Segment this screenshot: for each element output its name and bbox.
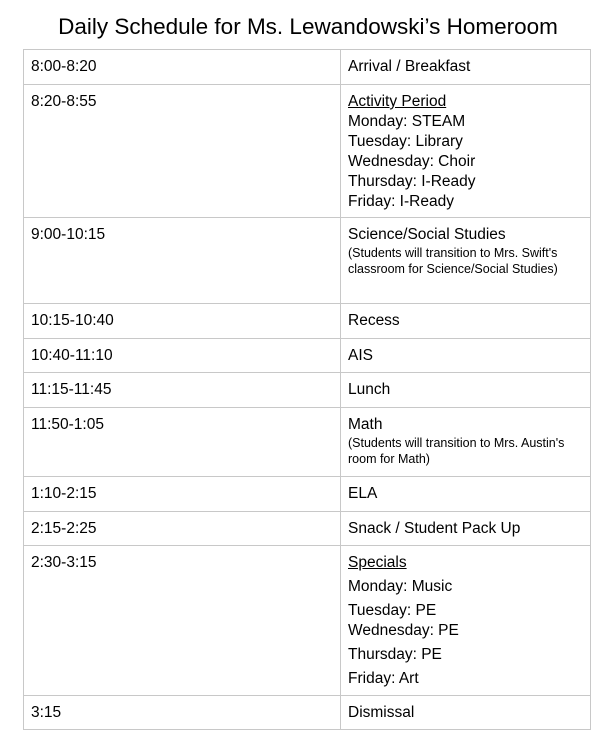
table-row bbox=[24, 218, 591, 304]
activity-line: Wednesday: Choir bbox=[348, 153, 476, 170]
activity-line: Friday: Art bbox=[348, 670, 419, 687]
activity-cell: AIS bbox=[341, 339, 591, 373]
activity-cell: Arrival / Breakfast bbox=[341, 50, 591, 85]
table-row bbox=[24, 85, 591, 218]
schedule-table bbox=[23, 49, 591, 730]
activity-cell bbox=[341, 546, 591, 696]
activity-cell: Dismissal bbox=[341, 696, 591, 730]
time-cell: 11:15-11:45 bbox=[24, 373, 341, 408]
table-row bbox=[24, 477, 591, 512]
time-cell: 11:50-1:05 bbox=[24, 408, 341, 477]
activity-cell: Snack / Student Pack Up bbox=[341, 512, 591, 546]
time-cell: 3:15 bbox=[24, 696, 341, 730]
activity-line: Monday: STEAM bbox=[348, 113, 466, 130]
time-cell: 1:10-2:15 bbox=[24, 477, 341, 512]
activity-cell bbox=[341, 408, 591, 477]
table-row bbox=[24, 373, 591, 408]
activity-line: Friday: I-Ready bbox=[348, 193, 454, 210]
time-cell: 8:00-8:20 bbox=[24, 50, 341, 85]
time-cell: 2:30-3:15 bbox=[24, 546, 341, 696]
activity-line: Wednesday: PE bbox=[348, 622, 459, 639]
activity-note: (Students will transition to Mrs. Austin's room for Math) bbox=[348, 436, 565, 466]
activity-heading: Activity Period bbox=[348, 93, 447, 110]
time-cell: 8:20-8:55 bbox=[24, 85, 341, 218]
activity-cell: ELA bbox=[341, 477, 591, 512]
activity-label: Math bbox=[348, 416, 383, 433]
time-cell: 10:40-11:10 bbox=[24, 339, 341, 373]
page-title: Daily Schedule for Ms. Lewandowski’s Homeroom bbox=[58, 14, 558, 39]
activity-note: (Students will transition to Mrs. Swift's classroom for Science/Social Studies) bbox=[348, 246, 558, 276]
time-cell: 9:00-10:15 bbox=[24, 218, 341, 304]
activity-label: Science/Social Studies bbox=[348, 226, 506, 243]
activity-cell: Recess bbox=[341, 304, 591, 339]
table-row bbox=[24, 408, 591, 477]
table-row bbox=[24, 339, 591, 373]
table-row bbox=[24, 50, 591, 85]
table-row bbox=[24, 696, 591, 730]
activity-line: Thursday: I-Ready bbox=[348, 173, 476, 190]
activity-cell bbox=[341, 218, 591, 304]
time-cell: 10:15-10:40 bbox=[24, 304, 341, 339]
activity-line: Monday: Music bbox=[348, 578, 453, 595]
activity-line: Thursday: PE bbox=[348, 646, 442, 663]
table-row bbox=[24, 512, 591, 546]
table-row bbox=[24, 304, 591, 339]
activity-line: Tuesday: Library bbox=[348, 133, 463, 150]
activity-heading: Specials bbox=[348, 554, 407, 571]
activity-cell: Lunch bbox=[341, 373, 591, 408]
table-row bbox=[24, 546, 591, 696]
activity-line: Tuesday: PE bbox=[348, 602, 437, 619]
activity-cell bbox=[341, 85, 591, 218]
time-cell: 2:15-2:25 bbox=[24, 512, 341, 546]
